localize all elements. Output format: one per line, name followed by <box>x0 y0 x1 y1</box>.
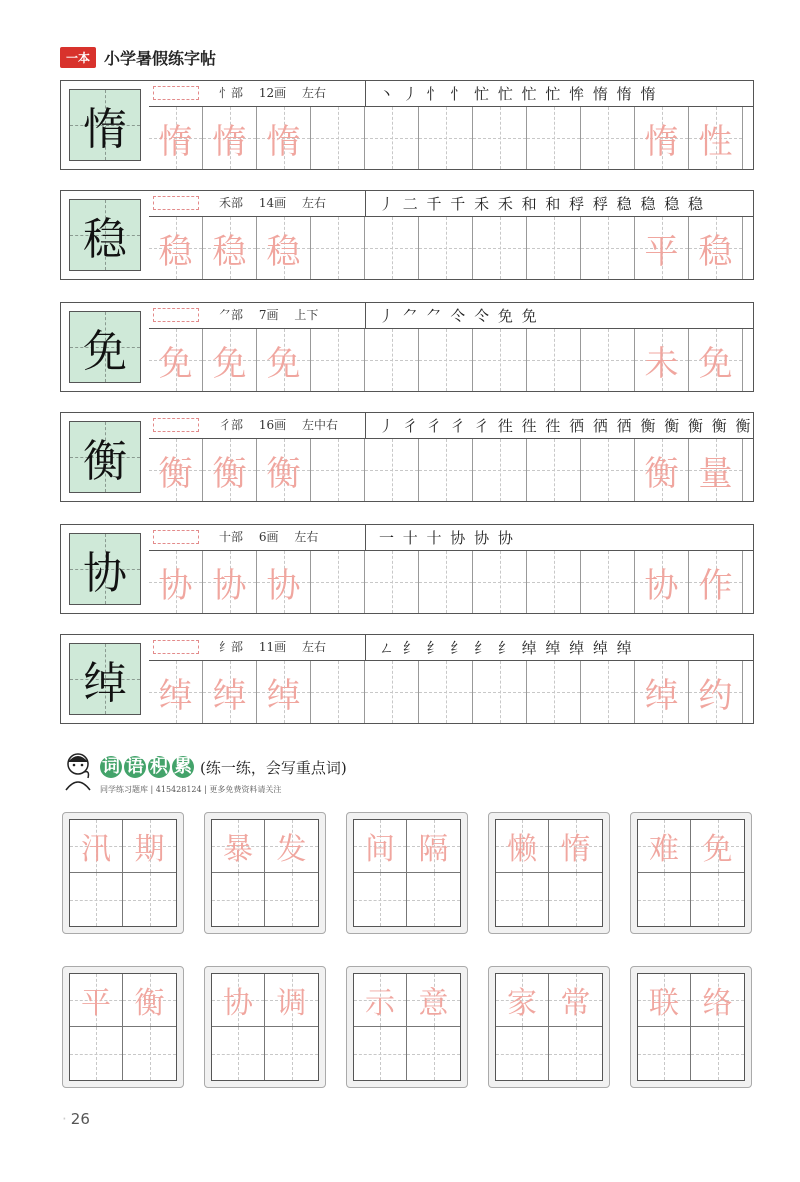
model-char: 免 <box>83 326 127 377</box>
practice-cell[interactable] <box>149 551 203 613</box>
model-char-box <box>69 199 141 271</box>
practice-cell[interactable] <box>689 439 743 501</box>
practice-cell[interactable] <box>365 661 419 723</box>
practice-cell[interactable] <box>527 329 581 391</box>
word-cell[interactable] <box>70 873 123 926</box>
char-info-bar <box>149 303 753 329</box>
book-title: 小学暑假练字帖 <box>104 48 217 68</box>
char-practice-row <box>60 634 754 724</box>
word-cell[interactable] <box>212 820 265 873</box>
page-number: · 26 <box>62 1110 90 1128</box>
practice-cell[interactable] <box>311 439 365 501</box>
title-char: 积 <box>150 756 168 777</box>
practice-cell[interactable] <box>149 661 203 723</box>
radical: 纟部 <box>219 640 244 654</box>
practice-grid <box>149 107 753 169</box>
practice-cell[interactable] <box>581 107 635 169</box>
structure: 左中右 <box>301 418 338 432</box>
word-cell[interactable] <box>123 820 176 873</box>
practice-cell[interactable] <box>635 329 689 391</box>
structure: 上下 <box>294 308 319 322</box>
word-trace-char: 隔 <box>418 832 449 867</box>
word-cell[interactable] <box>638 873 691 926</box>
word-cell[interactable] <box>265 1027 318 1080</box>
practice-cell[interactable] <box>419 329 473 391</box>
trace-char: 惰 <box>212 121 247 162</box>
practice-cell[interactable] <box>581 217 635 279</box>
trace-char: 绰 <box>212 675 247 716</box>
word-trace-char: 稳 <box>698 231 733 272</box>
word-cell[interactable] <box>123 1027 176 1080</box>
practice-cell[interactable] <box>635 107 689 169</box>
stroke-count: 6画 <box>258 530 279 544</box>
word-trace-char: 衡 <box>644 453 679 494</box>
model-char: 惰 <box>83 104 127 155</box>
trace-char: 绰 <box>158 675 193 716</box>
trace-char: 惰 <box>266 121 301 162</box>
word-cell[interactable] <box>354 820 407 873</box>
title-char: 词 <box>102 756 120 777</box>
practice-cell[interactable] <box>257 107 311 169</box>
practice-cell[interactable] <box>419 661 473 723</box>
trace-char: 协 <box>158 565 193 606</box>
word-cell[interactable] <box>496 820 549 873</box>
word-cell[interactable] <box>496 974 549 1027</box>
practice-cell[interactable] <box>473 107 527 169</box>
practice-cell[interactable] <box>149 107 203 169</box>
trace-char: 稳 <box>212 231 247 272</box>
stroke-order: 一 十 十 协 协 协 <box>379 529 515 547</box>
word-cell[interactable] <box>691 1027 744 1080</box>
practice-cell[interactable] <box>203 217 257 279</box>
word-trace-char: 约 <box>698 675 733 716</box>
char-practice-row <box>60 524 754 614</box>
word-trace-char: 惰 <box>644 121 679 162</box>
stroke-order: ㄥ 纟 纟 纟 纟 纟 绰 绰 绰 绰 绰 <box>379 639 634 657</box>
practice-cell[interactable] <box>311 329 365 391</box>
char-info <box>219 306 330 323</box>
practice-cell[interactable] <box>473 551 527 613</box>
word-trace-char: 间 <box>365 832 395 867</box>
practice-cell[interactable] <box>689 329 743 391</box>
practice-cell[interactable] <box>419 439 473 501</box>
practice-cell[interactable] <box>365 551 419 613</box>
practice-cell[interactable] <box>689 551 743 613</box>
model-char: 协 <box>83 548 127 599</box>
practice-cell[interactable] <box>473 217 527 279</box>
word-trace-char: 暴 <box>223 832 253 867</box>
char-practice-row <box>60 80 754 170</box>
word-practice-box <box>346 812 468 934</box>
char-info-bar <box>149 413 753 439</box>
word-trace-char: 懒 <box>507 832 537 867</box>
structure: 左右 <box>301 86 326 100</box>
practice-cell[interactable] <box>203 551 257 613</box>
word-trace-char: 平 <box>644 231 679 272</box>
practice-cell[interactable] <box>365 439 419 501</box>
char-info-bar <box>149 191 753 217</box>
model-char-box <box>69 311 141 383</box>
trace-char: 稳 <box>158 231 193 272</box>
word-cell[interactable] <box>354 974 407 1027</box>
char-practice-row <box>60 302 754 392</box>
word-trace-char: 免 <box>702 832 733 867</box>
pinyin-placeholder <box>153 530 199 544</box>
model-char-box <box>69 421 141 493</box>
word-cell[interactable] <box>265 873 318 926</box>
word-cell[interactable] <box>496 873 549 926</box>
practice-cell[interactable] <box>527 439 581 501</box>
practice-cell[interactable] <box>581 329 635 391</box>
word-cell[interactable] <box>407 820 460 873</box>
char-info <box>219 194 338 211</box>
page-header <box>60 44 216 70</box>
practice-grid <box>149 551 753 613</box>
word-trace-char: 络 <box>702 986 733 1021</box>
word-cell[interactable] <box>407 1027 460 1080</box>
word-cell[interactable] <box>407 974 460 1027</box>
stroke-count: 16画 <box>258 418 287 432</box>
practice-cell[interactable] <box>419 551 473 613</box>
practice-cell[interactable] <box>311 217 365 279</box>
practice-cell[interactable] <box>635 551 689 613</box>
stroke-count: 11画 <box>258 640 287 654</box>
word-trace-char: 协 <box>644 565 679 606</box>
practice-cell[interactable] <box>203 329 257 391</box>
word-practice-box <box>62 812 184 934</box>
word-trace-char: 示 <box>365 986 395 1021</box>
practice-cell[interactable] <box>149 329 203 391</box>
word-trace-char: 联 <box>649 986 679 1021</box>
practice-cell[interactable] <box>257 329 311 391</box>
practice-cell[interactable] <box>311 661 365 723</box>
practice-cell[interactable] <box>581 551 635 613</box>
pinyin-placeholder <box>153 308 199 322</box>
pinyin-placeholder <box>153 418 199 432</box>
word-cell[interactable] <box>638 974 691 1027</box>
practice-cell[interactable] <box>203 439 257 501</box>
char-info <box>219 84 338 101</box>
word-cell[interactable] <box>123 873 176 926</box>
word-trace-char: 性 <box>698 121 733 162</box>
practice-cell[interactable] <box>365 329 419 391</box>
pinyin-placeholder <box>153 196 199 210</box>
word-cell[interactable] <box>70 974 123 1027</box>
practice-cell[interactable] <box>257 661 311 723</box>
char-info-bar <box>149 81 753 107</box>
section-title <box>100 756 347 778</box>
word-trace-char: 未 <box>644 343 679 384</box>
stroke-order: 丿 彳 彳 彳 彳 徃 徃 徃 徆 徆 徆 衡 衡 衡 衡 衡 <box>379 417 753 435</box>
practice-cell[interactable] <box>473 661 527 723</box>
radical: ⺈部 <box>219 308 244 322</box>
word-cell[interactable] <box>265 820 318 873</box>
word-trace-char: 免 <box>698 343 733 384</box>
practice-cell[interactable] <box>527 217 581 279</box>
word-trace-char: 绰 <box>644 675 679 716</box>
char-info <box>219 638 338 655</box>
practice-cell[interactable] <box>257 551 311 613</box>
word-cell[interactable] <box>354 1027 407 1080</box>
stroke-count: 12画 <box>258 86 287 100</box>
char-info-bar <box>149 525 753 551</box>
practice-cell[interactable] <box>419 107 473 169</box>
word-practice-box <box>204 966 326 1088</box>
word-trace-char: 汛 <box>81 832 111 867</box>
practice-cell[interactable] <box>311 107 365 169</box>
practice-cell[interactable] <box>581 439 635 501</box>
word-cell[interactable] <box>496 1027 549 1080</box>
trace-char: 协 <box>212 565 247 606</box>
word-trace-char: 衡 <box>134 986 165 1021</box>
pinyin-placeholder <box>153 640 199 654</box>
word-trace-char: 量 <box>698 453 733 494</box>
stroke-count: 7画 <box>258 308 279 322</box>
practice-cell[interactable] <box>365 217 419 279</box>
word-trace-char: 意 <box>418 986 449 1021</box>
practice-cell[interactable] <box>635 661 689 723</box>
trace-char: 协 <box>266 565 301 606</box>
word-cell[interactable] <box>265 974 318 1027</box>
practice-cell[interactable] <box>689 107 743 169</box>
practice-cell[interactable] <box>689 217 743 279</box>
trace-char: 衡 <box>158 453 193 494</box>
word-practice-box <box>630 812 752 934</box>
word-cell[interactable] <box>70 1027 123 1080</box>
trace-char: 惰 <box>158 121 193 162</box>
model-char: 绰 <box>83 658 127 709</box>
word-cell[interactable] <box>549 1027 602 1080</box>
vocab-section-header <box>60 750 620 800</box>
practice-grid <box>149 329 753 391</box>
structure: 左右 <box>301 196 326 210</box>
practice-cell[interactable] <box>635 217 689 279</box>
word-practice-box <box>62 966 184 1088</box>
trace-char: 免 <box>158 343 193 384</box>
word-trace-char: 发 <box>276 832 307 867</box>
word-cell[interactable] <box>691 820 744 873</box>
word-trace-char: 家 <box>507 986 537 1021</box>
brand-badge: 一本 <box>60 47 96 68</box>
word-cell[interactable] <box>212 974 265 1027</box>
structure: 左右 <box>301 640 326 654</box>
practice-cell[interactable] <box>527 107 581 169</box>
trace-char: 免 <box>212 343 247 384</box>
word-trace-char: 难 <box>649 832 679 867</box>
practice-cell[interactable] <box>203 107 257 169</box>
word-trace-char: 调 <box>276 986 307 1021</box>
practice-cell[interactable] <box>311 551 365 613</box>
structure: 左右 <box>294 530 319 544</box>
word-trace-char: 协 <box>223 986 253 1021</box>
word-practice-box <box>488 812 610 934</box>
radical: 十部 <box>219 530 244 544</box>
word-cell[interactable] <box>549 974 602 1027</box>
practice-cell[interactable] <box>635 439 689 501</box>
char-info <box>219 528 330 545</box>
word-trace-char: 期 <box>134 832 165 867</box>
char-info-bar <box>149 635 753 661</box>
word-cell[interactable] <box>70 820 123 873</box>
word-cell[interactable] <box>407 873 460 926</box>
practice-cell[interactable] <box>203 661 257 723</box>
model-char: 稳 <box>83 214 127 265</box>
model-char-box <box>69 533 141 605</box>
trace-char: 衡 <box>212 453 247 494</box>
trace-char: 衡 <box>266 453 301 494</box>
practice-grid <box>149 439 753 501</box>
word-practice-box <box>204 812 326 934</box>
word-practice-box <box>488 966 610 1088</box>
section-subtitle: (练一练，会写重点词) <box>200 758 347 777</box>
practice-cell[interactable] <box>419 217 473 279</box>
practice-grid <box>149 217 753 279</box>
radical: 禾部 <box>219 196 244 210</box>
word-trace-char: 常 <box>560 986 591 1021</box>
word-trace-char: 惰 <box>560 832 591 867</box>
word-trace-char: 平 <box>81 986 111 1021</box>
word-cell[interactable] <box>691 974 744 1027</box>
practice-cell[interactable] <box>365 107 419 169</box>
model-char-box <box>69 643 141 715</box>
word-cell[interactable] <box>354 873 407 926</box>
word-cell[interactable] <box>549 820 602 873</box>
word-trace-char: 作 <box>698 565 733 606</box>
word-cell[interactable] <box>212 873 265 926</box>
stroke-order: 丿 ⺈ ⺈ 仒 仒 免 免 <box>379 307 539 325</box>
pinyin-placeholder <box>153 86 199 100</box>
char-practice-row <box>60 190 754 280</box>
radical: 忄部 <box>219 86 244 100</box>
word-cell[interactable] <box>123 974 176 1027</box>
practice-cell[interactable] <box>527 551 581 613</box>
child-thinking-icon <box>60 750 96 794</box>
practice-cell[interactable] <box>581 661 635 723</box>
char-info <box>219 416 350 433</box>
word-practice-box <box>346 966 468 1088</box>
practice-grid <box>149 661 753 723</box>
model-char-box <box>69 89 141 161</box>
trace-char: 免 <box>266 343 301 384</box>
practice-cell[interactable] <box>149 439 203 501</box>
title-char: 累 <box>174 756 192 777</box>
title-char: 语 <box>126 756 144 777</box>
model-char: 衡 <box>83 436 127 487</box>
section-note: 同学练习题库 | 415428124 | 更多免费资料请关注 <box>100 785 282 794</box>
radical: 彳部 <box>219 418 244 432</box>
char-practice-row <box>60 412 754 502</box>
practice-cell[interactable] <box>257 217 311 279</box>
word-cell[interactable] <box>638 1027 691 1080</box>
word-cell[interactable] <box>691 873 744 926</box>
word-cell[interactable] <box>638 820 691 873</box>
word-cell[interactable] <box>549 873 602 926</box>
stroke-order: 丿 二 千 千 禾 禾 和 和 稃 稃 稳 稳 稳 稳 <box>379 195 705 213</box>
practice-cell[interactable] <box>149 217 203 279</box>
stroke-order: 丶 丿 忄 忄 忙 忙 忙 忙 恈 惰 惰 惰 <box>379 85 658 103</box>
trace-char: 稳 <box>266 231 301 272</box>
word-cell[interactable] <box>212 1027 265 1080</box>
practice-cell[interactable] <box>689 661 743 723</box>
stroke-count: 14画 <box>258 196 287 210</box>
practice-cell[interactable] <box>257 439 311 501</box>
word-practice-box <box>630 966 752 1088</box>
practice-cell[interactable] <box>473 329 527 391</box>
practice-cell[interactable] <box>473 439 527 501</box>
practice-cell[interactable] <box>527 661 581 723</box>
trace-char: 绰 <box>266 675 301 716</box>
